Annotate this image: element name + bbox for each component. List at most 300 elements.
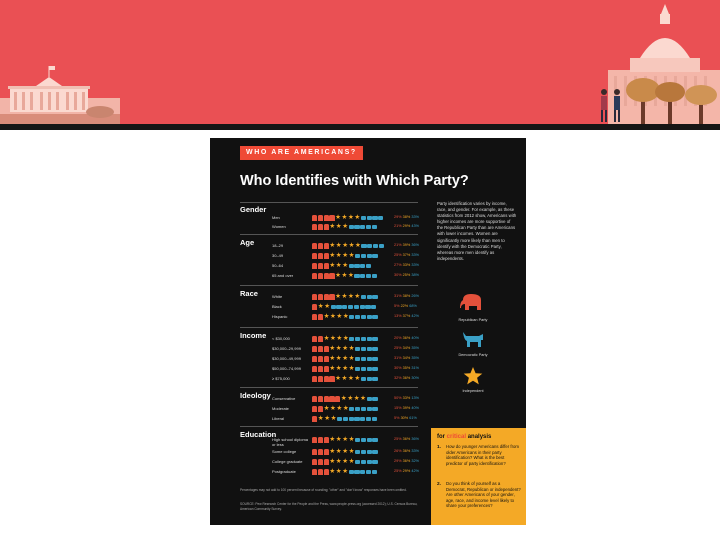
section-heading: Race [240,289,258,298]
star-icon: ★ [329,448,336,455]
section-divider [240,202,418,203]
donkey-icon [349,417,354,422]
elephant-icon [312,336,317,342]
elephant-icon [318,215,323,221]
star-icon: ★ [329,436,336,443]
elephant-icon [312,215,317,221]
section-divider [240,387,418,388]
row-label: $50,000–74,999 [272,366,301,371]
row-percentages: 13% 37% 42% [394,314,419,318]
elephant-icon [318,346,323,352]
donkey-icon [355,438,360,443]
donkey-icon [354,305,359,310]
row-percentages: 31% 38% 26% [394,294,419,298]
star-icon: ★ [347,293,354,300]
section-divider [240,285,418,286]
donkey-icon [365,305,370,310]
icon-bar [312,223,378,231]
section-tag: WHO ARE AMERICANS? [240,146,363,160]
star-icon: ★ [347,375,354,382]
donkey-icon [372,450,377,455]
star-icon: ★ [348,355,355,362]
star-icon: ★ [329,355,336,362]
star-icon: ★ [342,223,349,230]
donkey-icon [372,367,377,372]
icon-bar [312,303,377,311]
donkey-icon [367,438,372,443]
elephant-icon [312,304,317,310]
star-icon: ★ [335,365,342,372]
donkey-icon [366,417,371,422]
star-icon: ★ [335,345,342,352]
star-icon: ★ [342,335,349,342]
donkey-icon [372,315,377,320]
donkey-icon [361,337,366,342]
section-divider [240,327,418,328]
row-label: College graduate [272,459,303,464]
row-percentages: 25% 37% 33% [394,253,419,257]
star-icon: ★ [342,405,349,412]
star-icon: ★ [329,313,336,320]
row-label: Postgraduate [272,469,296,474]
row-label: Liberal [272,416,285,421]
elephant-icon [329,273,334,279]
star-icon: ★ [348,242,355,249]
elephant-icon [318,449,323,455]
star-icon: ★ [342,468,349,475]
star-icon: ★ [335,458,342,465]
star-icon: ★ [342,365,349,372]
elephant-icon [324,376,329,382]
star-icon: ★ [348,458,355,465]
star-icon: ★ [336,335,343,342]
icon-bar [312,468,378,476]
elephant-icon [318,459,323,465]
elephant-icon [324,469,329,475]
elephant-icon [312,396,317,402]
star-icon: ★ [341,293,348,300]
donkey-icon [372,357,377,362]
donkey-icon [360,274,365,279]
star-icon: ★ [329,262,336,269]
row-label: Conservative [272,396,296,401]
donkey-icon [366,274,371,279]
star-icon: ★ [355,242,361,249]
donkey-icon [361,460,366,465]
elephant-icon [318,263,323,269]
star-icon: ★ [354,214,361,221]
donkey-icon [355,254,360,259]
donkey-icon [348,305,353,310]
elephant-icon [318,396,323,402]
row-label: Hispanic [272,314,288,319]
donkey-icon [355,347,360,352]
critical-analysis-box [431,428,526,525]
donkey-icon [372,274,377,279]
elephant-icon [318,253,323,259]
section-divider [240,426,418,427]
donkey-icon [372,470,377,475]
star-icon: ★ [347,395,354,402]
elephant-icon [459,292,485,314]
donkey-icon [354,274,359,279]
elephant-icon [324,253,329,259]
donkey-icon [355,315,360,320]
icon-bar [312,242,385,250]
star-icon: ★ [348,345,355,352]
star-icon: ★ [342,436,349,443]
donkey-icon [361,438,366,443]
row-percentages: 5% 22% 68% [394,304,417,308]
icon-bar [312,415,378,423]
white-house-illustration [0,64,120,124]
icon-bar [312,448,378,456]
elephant-icon [312,263,317,269]
star-icon: ★ [317,303,324,310]
icon-bar [312,365,378,373]
donkey-icon [372,417,377,422]
donkey-icon [361,357,366,362]
row-label: Women [272,224,286,229]
star-icon: ★ [329,252,336,259]
star-icon: ★ [329,223,336,230]
donkey-icon [366,225,371,230]
donkey-icon [355,337,360,342]
elephant-icon [312,376,317,382]
elephant-icon [318,469,323,475]
row-percentages: 50% 33% 13% [394,396,419,400]
row-percentages: 26% 36% 33% [394,449,419,453]
intro-paragraph: Party identification varies by income, race, and gender. For example, as these statistics from 2012 show, Americans with higher incomes are more supportive of the Republican Party than are Americans with lower incomes. Women are significantly more likely than men to identify with the Democratic Party, whereas more men identify as independents. [437,201,517,261]
star-icon: ★ [335,262,342,269]
star-icon: ★ [329,242,336,249]
donkey-icon [331,305,336,310]
donkey-icon [354,264,359,269]
elephant-icon [324,215,329,221]
star-icon: ★ [360,395,366,402]
elephant-icon [318,356,323,362]
legend-democratic-label: Democratic Party [458,353,488,357]
icon-bar [312,214,384,222]
star-icon: ★ [323,405,330,412]
banner-divider [0,124,720,130]
elephant-icon [312,459,317,465]
elephant-icon [312,469,317,475]
section-heading: Education [240,430,277,439]
star-icon: ★ [329,405,336,412]
row-percentages: 20% 36% 40% [394,336,419,340]
star-icon: ★ [348,436,355,443]
elephant-icon [324,437,329,443]
star-icon: ★ [341,214,348,221]
star-icon: ★ [324,303,331,310]
row-label: Men [272,215,280,220]
star-icon: ★ [329,345,336,352]
donkey-icon [367,347,372,352]
donkey-icon [372,254,377,259]
icon-bar [312,335,378,343]
row-percentages: 5% 30% 61% [394,416,417,420]
elephant-icon [324,396,329,402]
donkey-icon [354,470,359,475]
elephant-icon [312,253,317,259]
chart-source: SOURCE: Pew Research Center for the People and the Press, www.people-press.org (accessed 2012); U.S. Census Bureau, American Community Survey. [240,502,418,511]
section-divider [240,234,418,235]
donkey-icon [366,470,371,475]
row-label: 18–29 [272,243,284,248]
icon-bar [312,395,378,403]
star-icon: ★ [342,345,349,352]
donkey-icon [372,377,377,382]
donkey-icon [372,407,377,412]
row-label: Moderate [272,406,289,411]
donkey-icon [372,347,377,352]
row-percentages: 25% 36% 36% [394,437,419,441]
infographic-slide [210,138,526,525]
row-percentages: 30% 35% 31% [394,366,419,370]
elephant-icon [318,406,323,412]
donkey-icon [361,254,366,259]
donkey-icon [354,225,359,230]
donkey-icon [366,264,371,269]
elephant-icon [312,406,317,412]
star-icon: ★ [335,448,342,455]
row-percentages: 25% 29% 42% [394,469,419,473]
donkey-icon [355,460,360,465]
donkey-icon [355,450,360,455]
row-label: < $30,000 [272,336,290,341]
donkey-icon [355,357,360,362]
donkey-icon [367,377,372,382]
donkey-icon [361,295,366,300]
donkey-icon [361,367,366,372]
elephant-icon [318,224,323,230]
donkey-icon [367,367,372,372]
icon-bar [312,405,378,413]
donkey-icon [379,244,384,249]
donkey-icon [367,337,372,342]
critical-question: Do you think of yourself as a Democrat, Republican or independent? Are other Americans of your gender, age, race, and income level likely to share your preferences? [446,481,521,509]
elephant-icon [312,273,317,279]
donkey-icon [343,417,348,422]
star-icon: ★ [335,436,342,443]
star-icon: ★ [342,313,349,320]
row-percentages: 32% 36% 30% [394,376,419,380]
star-icon: ★ [335,468,342,475]
elephant-icon [329,376,334,382]
elephant-icon [318,314,323,320]
star-icon: ★ [336,405,343,412]
donkey-icon [354,417,359,422]
star-icon: ★ [324,415,331,422]
elephant-icon [318,336,323,342]
elephant-icon [324,294,329,300]
row-label: ≥ $75,000 [272,376,290,381]
star-icon: ★ [342,355,349,362]
donkey-icon [367,357,372,362]
donkey-icon [372,337,377,342]
header-banner [0,0,720,124]
section-heading: Ideology [240,391,271,400]
question-number: 1. [437,445,442,450]
row-label: Some college [272,449,297,454]
donkey-icon [361,244,366,249]
elephant-icon [318,437,323,443]
row-percentages: 21% 29% 43% [394,224,419,228]
row-label: 30–49 [272,253,284,258]
icon-bar [312,436,378,444]
icon-bar [312,458,378,466]
star-icon: ★ [353,395,360,402]
elephant-icon [329,215,334,221]
elephant-icon [312,449,317,455]
star-icon [463,366,483,386]
elephant-icon [329,294,334,300]
donkey-icon [367,295,372,300]
donkey-icon [355,407,360,412]
row-label: $30,000–49,999 [272,356,301,361]
star-icon: ★ [323,313,330,320]
star-icon: ★ [340,395,347,402]
donkey-icon [336,305,341,310]
elephant-icon [318,366,323,372]
star-icon: ★ [348,448,355,455]
elephant-icon [324,366,329,372]
elephant-icon [324,346,329,352]
row-percentages: 21% 39% 36% [394,243,419,247]
donkey-icon [361,450,366,455]
donkey-icon [378,216,383,221]
donkey-icon [360,470,365,475]
elephant-icon [312,356,317,362]
elephant-icon [324,356,329,362]
star-icon: ★ [317,415,324,422]
donkey-icon [361,377,366,382]
donkey-icon [361,315,366,320]
star-icon: ★ [348,365,355,372]
donkey-icon [367,254,372,259]
donkey-icon [367,315,372,320]
star-icon: ★ [329,335,336,342]
star-icon: ★ [342,262,349,269]
donkey-icon [367,450,372,455]
star-icon: ★ [347,272,354,279]
donkey-icon [349,225,354,230]
star-icon: ★ [329,458,336,465]
chart-notes: Percentages may not add to 100 percent because of rounding; "other" and "don't know" responses have been omitted. [240,488,407,492]
page-title: Who Identifies with Which Party? [240,173,469,189]
row-percentages: 15% 39% 40% [394,406,419,410]
elephant-icon [318,294,323,300]
elephant-icon [312,314,317,320]
donkey-icon [361,407,366,412]
row-label: 65 and over [272,273,294,278]
star-icon: ★ [342,448,349,455]
star-icon: ★ [335,214,341,221]
elephant-icon [318,376,323,382]
elephant-icon [324,273,329,279]
icon-bar [312,355,378,363]
star-icon: ★ [341,272,348,279]
donkey-icon [349,470,354,475]
icon-bar [312,262,372,270]
donkey-icon [349,337,354,342]
icon-bar [312,345,378,353]
elephant-icon [312,294,317,300]
legend-republican-label: Republican Party [458,318,488,322]
star-icon: ★ [329,365,336,372]
donkey-icon [355,367,360,372]
row-label: White [272,294,283,299]
row-percentages: 30% 25% 38% [394,273,419,277]
star-icon: ★ [354,293,361,300]
icon-bar [312,293,378,301]
donkey-icon [360,417,365,422]
elephant-icon [324,459,329,465]
donkey-icon [360,225,365,230]
star-icon: ★ [342,252,349,259]
elephant-icon [312,346,317,352]
critical-question: How do younger Americans differ from older Americans in their party identification? What is the best predictor of party identification? [446,444,520,466]
donkey-icon [342,305,347,310]
star-icon: ★ [341,375,348,382]
section-heading: Income [240,331,267,340]
row-percentages: 31% 34% 35% [394,356,419,360]
icon-bar [312,252,378,260]
donkey-icon [372,397,377,402]
elephant-icon [324,243,329,249]
star-icon: ★ [330,415,337,422]
donkey-icon [372,438,377,443]
elephant-icon [318,273,323,279]
section-heading: Age [240,238,255,247]
people-illustration [596,88,626,124]
star-icon: ★ [335,252,342,259]
star-icon: ★ [335,293,341,300]
star-icon: ★ [323,335,330,342]
donkey-icon [349,315,354,320]
row-percentages: 29% 38% 33% [394,215,419,219]
row-label: Black [272,304,282,309]
donkey-icon [349,264,354,269]
donkey-icon [349,407,354,412]
star-icon: ★ [335,272,341,279]
star-icon: ★ [348,252,355,259]
donkey-icon [372,216,377,221]
star-icon: ★ [335,375,341,382]
donkey-icon [360,264,365,269]
elephant-icon [312,437,317,443]
donkey-icon [361,216,366,221]
tree-illustration [684,84,718,124]
critical-analysis-title: for critical analysis [437,434,492,440]
star-icon: ★ [347,214,354,221]
elephant-icon [324,224,329,230]
elephant-icon [318,243,323,249]
donkey-icon [337,417,342,422]
donkey-icon [371,305,376,310]
icon-bar [312,375,378,383]
elephant-icon [312,366,317,372]
donkey-icon [367,216,372,221]
row-percentages: 29% 36% 32% [394,459,419,463]
donkey-icon [372,460,377,465]
donkey-icon [367,244,372,249]
row-percentages: 25% 34% 35% [394,346,419,350]
donkey-icon [373,244,378,249]
donkey-icon [372,295,377,300]
section-heading: Gender [240,205,267,214]
